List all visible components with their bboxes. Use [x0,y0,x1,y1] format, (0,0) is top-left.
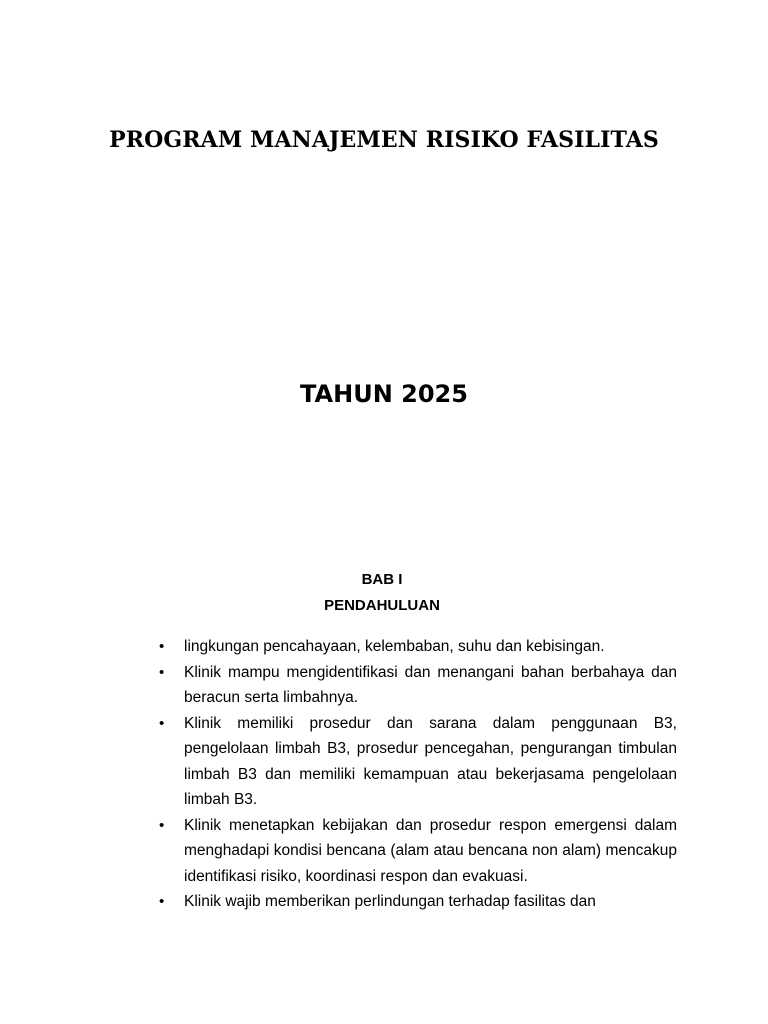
bullet-icon: • [159,663,165,681]
list-item-text: lingkungan pencahayaan, kelembaban, suhu dan kebisingan. [184,638,605,655]
bullet-icon: • [159,638,165,655]
list-item-text: Klinik memiliki prosedur dan sarana dalam penggunaan B3, pengelolaan limbah B3, prosedur pencegahan, pengurangan timbulan limbah B3 dan memiliki kemampuan atau bekerjasama pengelolaan limbah B3. [184,714,677,808]
chapter-title: PENDAHULUAN [324,597,440,614]
list-item-text: Klinik mampu mengidentifikasi dan menangani bahan berbahaya dan beracun serta limbahnya. [184,663,677,706]
list-item-text: Klinik wajib memberikan perlindungan terhadap fasilitas dan [184,893,596,910]
list-item [158,711,677,813]
list-item [158,889,677,915]
bullet-list [158,634,677,915]
bullet-icon: • [159,816,165,834]
bullet-icon: • [159,893,165,910]
document-title: PROGRAM MANAJEMEN RISIKO FASILITAS [109,127,659,153]
bullet-icon: • [159,714,165,732]
list-item [158,660,677,711]
year-heading: TAHUN 2025 [300,380,468,408]
list-item [158,813,677,890]
chapter-number: BAB I [361,571,403,588]
list-item [158,634,677,660]
list-item-text: Klinik menetapkan kebijakan dan prosedur respon emergensi dalam menghadapi kondisi bencana (alam atau bencana non alam) mencakup identifikasi risiko, koordinasi respon dan evakuasi. [184,816,677,885]
